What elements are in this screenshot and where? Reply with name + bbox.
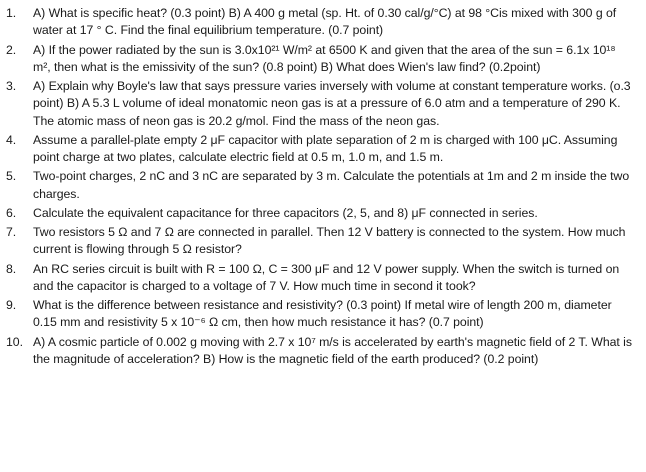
question-item <box>6 168 636 203</box>
question-text: Calculate the equivalent capacitance for three capacitors (2, 5, and 8) μF connected in series. <box>33 205 538 220</box>
question-number: 9. <box>6 298 17 312</box>
question-text: Two resistors 5 Ω and 7 Ω are connected in parallel. Then 12 V battery is connected to the system. How much current is flowing through 5 Ω resistor? <box>33 225 626 257</box>
question-item <box>6 205 636 222</box>
question-list <box>6 5 636 368</box>
question-text: A) A cosmic particle of 0.002 g moving with 2.7 x 10⁷ m/s is accelerated by earth's magnetic field of 2 T. What is the magnitude of acceleration? B) How is the magnetic field of the earth produced? (0.2 point) <box>33 334 632 366</box>
question-number: 2. <box>6 42 17 57</box>
question-number: 4. <box>6 132 17 147</box>
question-item <box>6 334 636 369</box>
question-text: A) If the power radiated by the sun is 3.0x10²¹ W/m² at 6500 K and given that the area of the sun = 6.1x 10¹⁸ m², then what is the emissivity of the sun? (0.8 point) B) What does Wien's law find? (0.2point) <box>33 42 616 74</box>
question-item <box>6 78 636 130</box>
question-number: 7. <box>6 225 17 239</box>
question-text: A) What is specific heat? (0.3 point) B) A 400 g metal (sp. Ht. of 0.30 cal/g/°C) at 98 °Cis mixed with 300 g of water at 17 ° C. Find the final equilibrium temperature. (0.7 point) <box>33 6 617 38</box>
question-number: 6. <box>6 205 17 220</box>
question-item <box>6 224 636 259</box>
question-number: 1. <box>6 6 17 20</box>
question-item <box>6 5 636 40</box>
question-item <box>6 261 636 296</box>
question-text: A) Explain why Boyle's law that says pressure varies inversely with volume at constant temperature works. (o.3 point) B) A 5.3 L volume of ideal monatomic neon gas is at a pressure of 6.0 atm and a temperature of 290 K. The atomic mass of neon gas is 20.2 g/mol. Find the mass of the neon gas. <box>33 79 631 128</box>
question-number: 3. <box>6 79 17 93</box>
question-item <box>6 132 636 167</box>
question-text: An RC series circuit is built with R = 100 Ω, C = 300 μF and 12 V power supply. When the switch is turned on and the capacitor is charged to a voltage of 7 V. How much time in second it took? <box>33 261 620 293</box>
question-number: 5. <box>6 169 17 184</box>
question-number: 8. <box>6 261 17 276</box>
question-text: What is the difference between resistance and resistivity? (0.3 point) If metal wire of length 200 m, diameter 0.15 mm and resistivity 5 x 10⁻⁶ Ω cm, then how much resistance it has? (0.7 point) <box>33 298 612 330</box>
question-text: Assume a parallel-plate empty 2 μF capacitor with plate separation of 2 m is charged with 100 μC. Assuming point charge at two plates, calculate electric field at 0.5 m, 1.0 m, and 1.5 m. <box>33 132 618 165</box>
question-item <box>6 42 636 77</box>
question-item <box>6 297 636 332</box>
question-text: Two-point charges, 2 nC and 3 nC are separated by 3 m. Calculate the potentials at 1m and 2 m inside the two charges. <box>33 169 630 201</box>
question-number: 10. <box>6 334 23 349</box>
